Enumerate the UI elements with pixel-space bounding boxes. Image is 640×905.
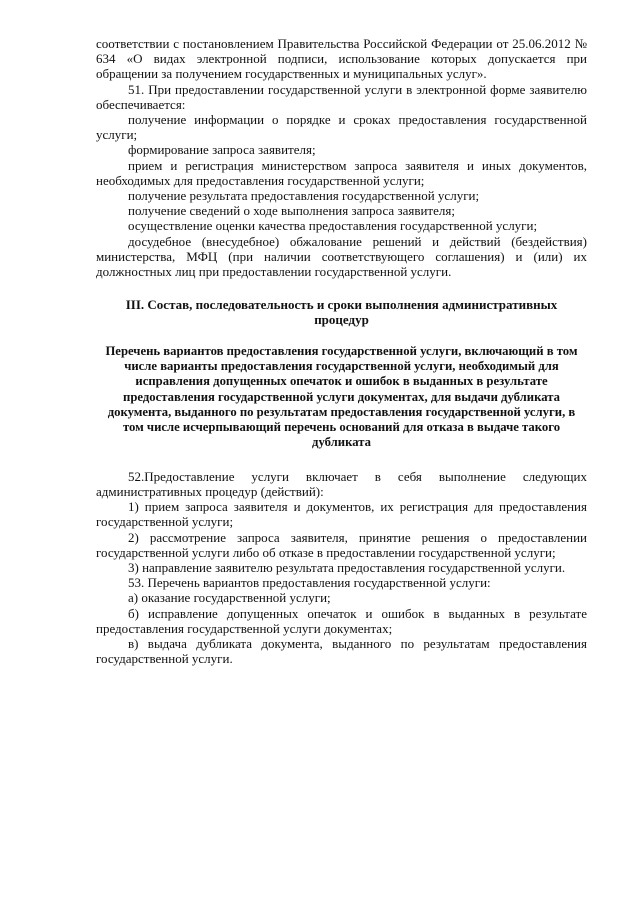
procedure-1: 1) прием запроса заявителя и документов, их регистрация для предоставления государственной услуги; [96,499,587,530]
procedure-2: 2) рассмотрение запроса заявителя, принятие решения о предоставлении государственной услуги либо об отказе в предоставлении государственной услуги; [96,529,587,560]
variant-b: б) исправление допущенных опечаток и ошибок в выданных в результате предоставления государственной услуги документах; [96,605,587,636]
list-item-progress: получение сведений о ходе выполнения запроса заявителя; [128,203,455,219]
list-item-request-forming: формирование запроса заявителя; [128,142,316,158]
variant-v: в) выдача дубликата документа, выданного по результатам предоставления государственной услуги. [96,635,587,667]
paragraph-52: 52.Предоставление услуги включает в себя выполнение следующих административных процедур (действий): [96,468,587,499]
list-item-info: получение информации о порядке и сроках предоставления государственной услуги; [96,112,587,143]
subsection-heading: Перечень вариантов предоставления государственной услуги, включающий в том числе варианты предоставления государственной услуги, необходимый для исправления допущенных опечаток и ошибок в выданных в результате предоставления государственной услуги документах, для выдачи дубликата документа, выданного по результатам предоставления государственной услуги, в том числе исчерпывающий перечень оснований для отказа в выдаче такого дубликата [105,343,578,450]
section-heading: III. Состав, последовательность и сроки выполнения административных процедур [125,297,558,328]
paragraph-53: 53. Перечень вариантов предоставления государственной услуги: [128,575,491,591]
list-item-result: получение результата предоставления государственной услуги; [128,188,480,204]
list-item-registration: прием и регистрация министерством запроса заявителя и иных документов, необходимых для предоставления государственной услуги; [96,157,587,188]
list-item-quality-assessment: осуществление оценки качества предоставления государственной услуги; [128,218,538,234]
paragraph-51: 51. При предоставлении государственной услуги в электронной форме заявителю обеспечивается: [96,81,587,112]
paragraph-continuation: соответствии с постановлением Правительства Российской Федерации от 25.06.2012 № 634 «О видах электронной подписи, использование которых допускается при обращении за получением государственных и муниципальных услуг». [96,36,587,82]
variant-a: а) оказание государственной услуги; [128,590,331,606]
procedure-3: 3) направление заявителю результата предоставления государственной услуги. [128,559,566,575]
list-item-appeal: досудебное (внесудебное) обжалование решений и действий (бездействия) министерства, МФЦ (при наличии соответствующего соглашения) и (или) их должностных лиц при предоставлении государственной услуги. [96,233,587,280]
document-page [96,36,587,666]
